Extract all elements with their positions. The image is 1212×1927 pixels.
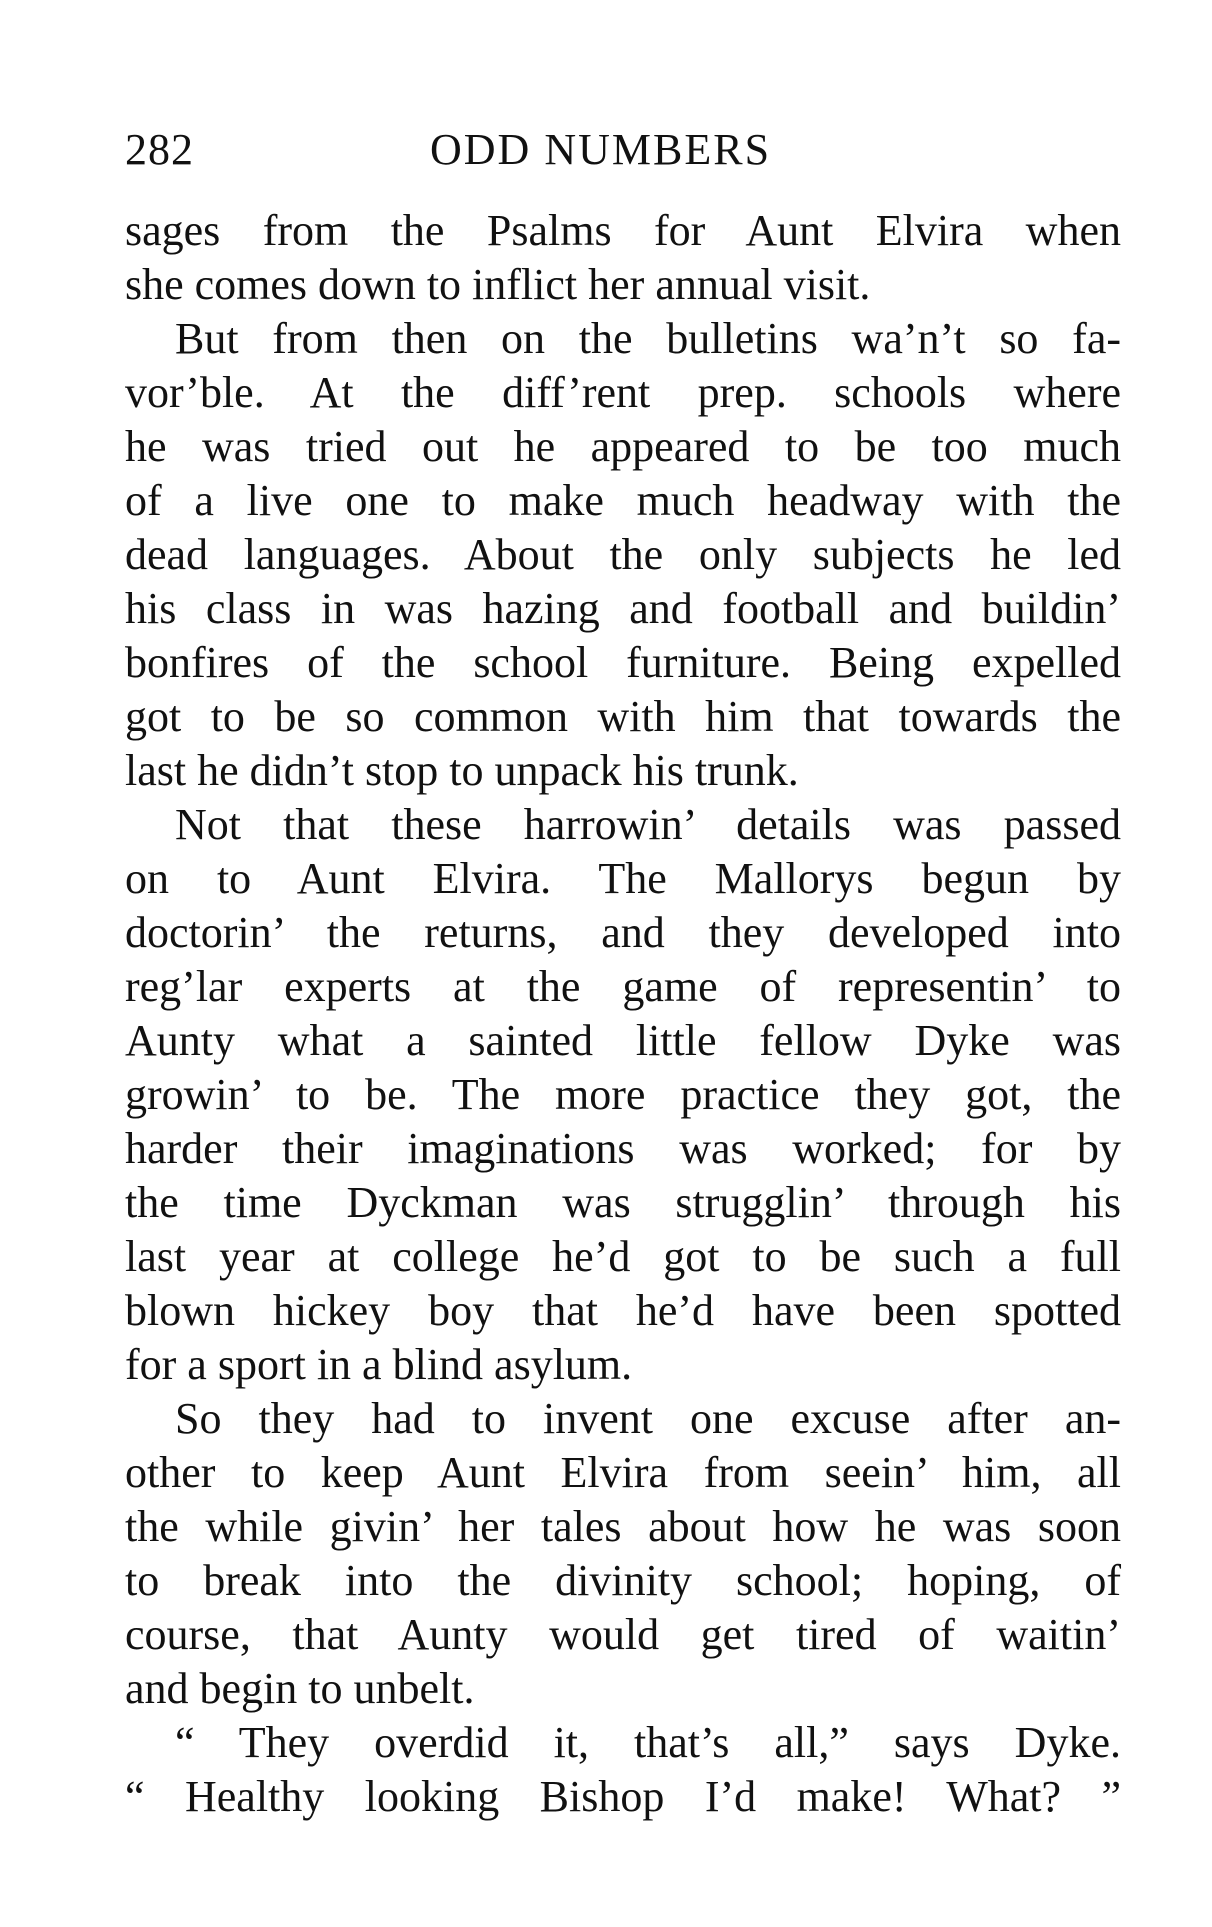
text-line: So they had to invent one excuse after an-: [175, 1394, 1121, 1443]
text-line: got to be so common with him that towards the: [125, 692, 1121, 741]
text-line: sages from the Psalms for Aunt Elvira when: [125, 206, 1121, 255]
running-title: ODD NUMBERS: [430, 125, 772, 174]
text-line: for a sport in a blind asylum.: [125, 1340, 633, 1389]
text-line: But from then on the bulletins wa’n’t so fa-: [175, 314, 1121, 363]
text-line: of a live one to make much headway with the: [125, 476, 1121, 525]
text-line: on to Aunt Elvira. The Mallorys begun by: [125, 854, 1121, 903]
text-line: Aunty what a sainted little fellow Dyke was: [125, 1016, 1121, 1065]
text-line: Not that these harrowin’ details was passed: [175, 800, 1121, 849]
text-line: the time Dyckman was strugglin’ through his: [125, 1178, 1121, 1227]
text-line: course, that Aunty would get tired of waitin’: [125, 1610, 1121, 1659]
text-line: last year at college he’d got to be such a full: [125, 1232, 1121, 1281]
text-line: bonfires of the school furniture. Being expelled: [125, 638, 1121, 687]
text-line: “ They overdid it, that’s all,” says Dyke.: [175, 1718, 1121, 1767]
text-line: to break into the divinity school; hoping, of: [125, 1556, 1121, 1605]
text-line: “ Healthy looking Bishop I’d make! What? ”: [125, 1772, 1121, 1821]
text-line: he was tried out he appeared to be too much: [125, 422, 1121, 471]
text-line: harder their imaginations was worked; for by: [125, 1124, 1121, 1173]
text-line: reg’lar experts at the game of representin’ to: [125, 962, 1121, 1011]
text-line: blown hickey boy that he’d have been spotted: [125, 1286, 1121, 1335]
text-line: growin’ to be. The more practice they got, the: [125, 1070, 1121, 1119]
text-line: doctorin’ the returns, and they developed into: [125, 908, 1121, 957]
text-line: his class in was hazing and football and buildin’: [125, 584, 1121, 633]
page-number: 282: [125, 125, 194, 174]
text-line: dead languages. About the only subjects he led: [125, 530, 1121, 579]
text-line: the while givin’ her tales about how he was soon: [125, 1502, 1121, 1551]
running-head: [125, 120, 1121, 180]
body-text: [125, 204, 1121, 1824]
text-line: and begin to unbelt.: [125, 1664, 475, 1713]
text-line: she comes down to inflict her annual visit.: [125, 260, 871, 309]
text-line: vor’ble. At the diff’rent prep. schools where: [125, 368, 1121, 417]
text-line: last he didn’t stop to unpack his trunk.: [125, 746, 799, 795]
text-line: other to keep Aunt Elvira from seein’ him, all: [125, 1448, 1121, 1497]
